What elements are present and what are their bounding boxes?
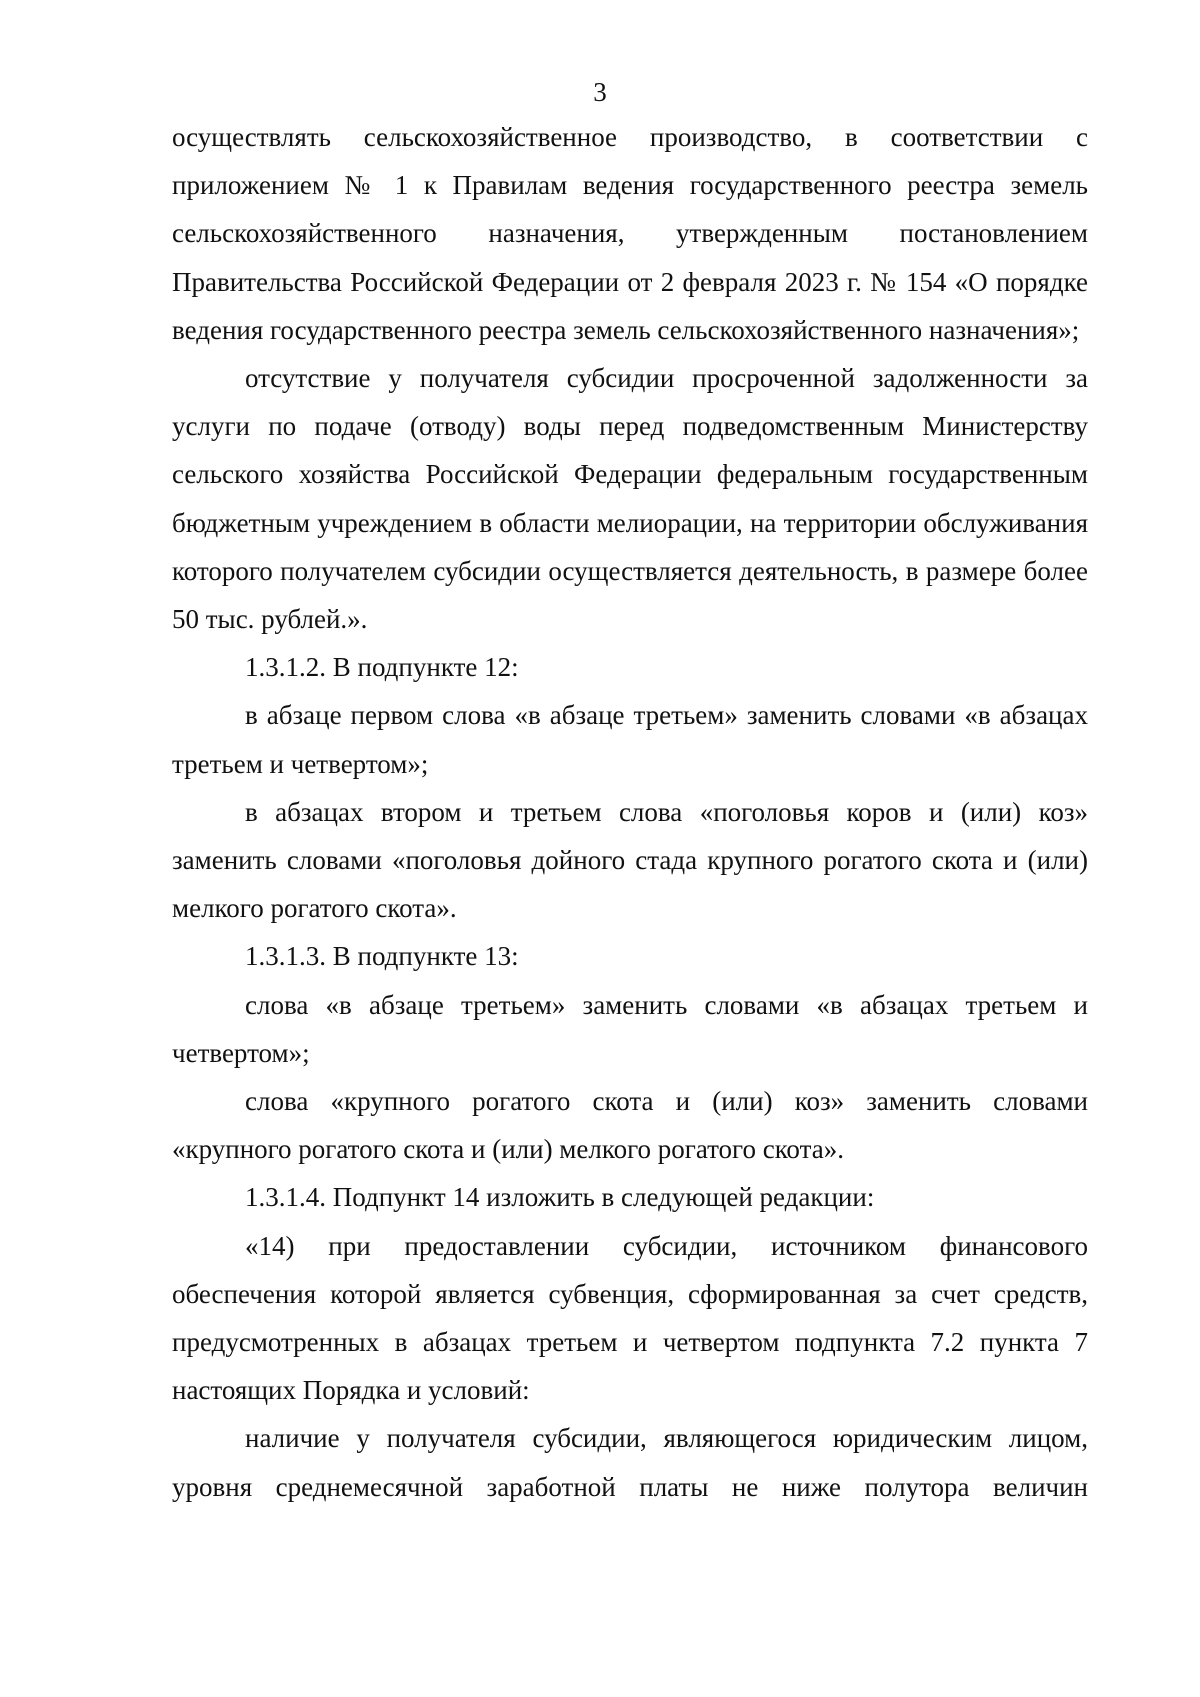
- paragraph: в абзаце первом слова «в абзаце третьем» заменить словами «в абзацах третьем и четвертом»;: [172, 700, 1088, 779]
- paragraph: слова «в абзаце третьем» заменить словами «в абзацах третьем и четвертом»;: [172, 989, 1088, 1068]
- subpoint-heading: 1.3.1.4. Подпункт 14 изложить в следующей редакции:: [245, 1182, 875, 1213]
- document-body: [172, 113, 1088, 1511]
- paragraph-continues: наличие у получателя субсидии, являющегося юридическим лицом, уровня среднемесячной заработной платы не ниже полутора величин: [172, 1423, 1088, 1502]
- paragraph: отсутствие у получателя субсидии просроченной задолженности за услуги по подаче (отводу) воды перед подведомственным Министерству сельского хозяйства Российской Федерации федеральным государственным бюджетным учреждением в области мелиорации, на территории обслуживания которого получателем субсидии осуществляется деятельность, в размере более 50 тыс. рублей.».: [172, 363, 1088, 635]
- subpoint-heading: 1.3.1.3. В подпункте 13:: [245, 941, 519, 972]
- paragraph: слова «крупного рогатого скота и (или) коз» заменить словами «крупного рогатого скота и (или) мелкого рогатого скота».: [172, 1086, 1088, 1165]
- page-number: 3: [593, 77, 607, 107]
- paragraph-continued: осуществлять сельскохозяйственное производство, в соответствии с приложением № 1 к Правилам ведения государственного реестра земель сельскохозяйственного назначения, утвержденным постановлением Правительства Российской Федерации от 2 февраля 2023 г. № 154 «О порядке ведения государственного реестра земель сельскохозяйственного назначения»;: [172, 122, 1088, 345]
- paragraph: «14) при предоставлении субсидии, источником финансового обеспечения которой является субвенция, сформированная за счет средств, предусмотренных в абзацах третьем и четвертом подпункта 7.2 пункта 7 настоящих Порядка и условий:: [172, 1230, 1088, 1406]
- paragraph: в абзацах втором и третьем слова «поголовья коров и (или) коз» заменить словами «поголовья дойного стада крупного рогатого скота и (или) мелкого рогатого скота».: [172, 796, 1088, 924]
- subpoint-heading: 1.3.1.2. В подпункте 12:: [245, 652, 519, 683]
